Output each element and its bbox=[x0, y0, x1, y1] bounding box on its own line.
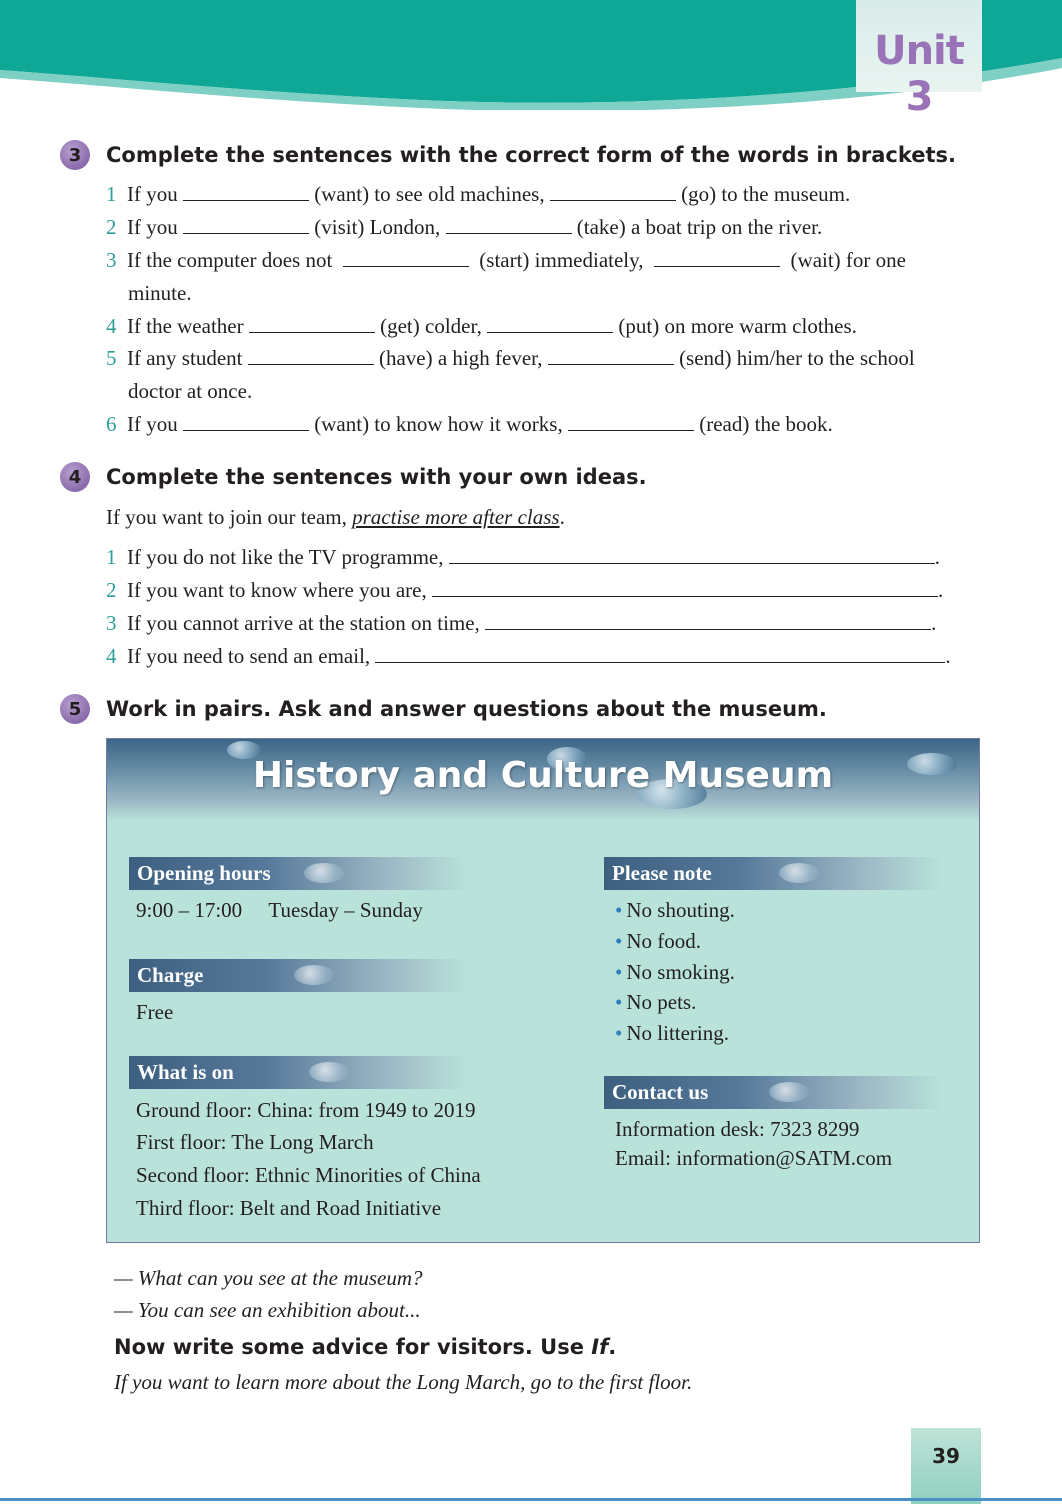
answer-blank[interactable] bbox=[183, 185, 309, 201]
rule-item: • No shouting. bbox=[615, 898, 735, 922]
answer-blank[interactable] bbox=[487, 317, 613, 333]
exercise-4-item: 3 If you cannot arrive at the station on time, . bbox=[106, 611, 937, 635]
answer-blank[interactable] bbox=[568, 415, 694, 431]
contact-us-label: Contact us bbox=[604, 1076, 944, 1109]
contact-email: Email: information@SATM.com bbox=[615, 1146, 893, 1170]
please-note-label: Please note bbox=[604, 857, 944, 890]
dialog-question: — What can you see at the museum? bbox=[114, 1266, 423, 1290]
floor-item: Third floor: Belt and Road Initiative bbox=[136, 1196, 442, 1220]
exercise-3-item: 3 If the computer does not (start) immediately, (wait) for one bbox=[106, 248, 906, 272]
advice-example: If you want to learn more about the Long March, go to the first floor. bbox=[114, 1370, 693, 1394]
page-number: 39 bbox=[932, 1444, 960, 1468]
answer-blank[interactable] bbox=[446, 218, 572, 234]
opening-hours-value: 9:00 – 17:00 Tuesday – Sunday bbox=[136, 898, 423, 922]
answer-blank[interactable] bbox=[432, 581, 938, 597]
section-5-instruction: Work in pairs. Ask and answer questions about the museum. bbox=[106, 697, 827, 721]
answer-blank[interactable] bbox=[548, 349, 674, 365]
exercise-4-item: 2 If you want to know where you are, . bbox=[106, 578, 944, 602]
answer-blank[interactable] bbox=[485, 614, 931, 630]
rule-item: • No food. bbox=[615, 929, 702, 953]
advice-instruction: Now write some advice for visitors. Use If. bbox=[114, 1335, 617, 1359]
floor-item: Ground floor: China: from 1949 to 2019 bbox=[136, 1098, 476, 1122]
section-4-instruction: Complete the sentences with your own ideas. bbox=[106, 465, 647, 489]
section-3-instruction: Complete the sentences with the correct form of the words in brackets. bbox=[106, 143, 957, 167]
exercise-3-item: 6 If you (want) to know how it works, (read) the book. bbox=[106, 412, 833, 436]
museum-poster bbox=[106, 738, 980, 1243]
answer-blank[interactable] bbox=[249, 317, 375, 333]
answer-blank[interactable] bbox=[183, 415, 309, 431]
answer-blank[interactable] bbox=[248, 349, 374, 365]
floor-item: Second floor: Ethnic Minorities of China bbox=[136, 1163, 481, 1187]
section-4-example: If you want to join our team, practise more after class. bbox=[106, 505, 565, 529]
rule-item: • No pets. bbox=[615, 990, 697, 1014]
answer-blank[interactable] bbox=[183, 218, 309, 234]
exercise-3-item: 5 If any student (have) a high fever, (send) him/her to the school bbox=[106, 346, 915, 370]
example-answer: practise more after class bbox=[352, 505, 560, 529]
section-number-badge: 3 bbox=[60, 140, 90, 170]
exercise-3-item: 2 If you (visit) London, (take) a boat trip on the river. bbox=[106, 215, 823, 239]
exercise-3-item: 4 If the weather (get) colder, (put) on more warm clothes. bbox=[106, 314, 857, 338]
charge-label: Charge bbox=[129, 959, 469, 992]
bottom-rule bbox=[0, 1498, 1062, 1501]
rule-item: • No smoking. bbox=[615, 960, 735, 984]
exercise-3-item: 1 If you (want) to see old machines, (go) to the museum. bbox=[106, 182, 851, 206]
section-4-heading bbox=[60, 462, 647, 492]
answer-blank[interactable] bbox=[343, 251, 469, 267]
rule-item: • No littering. bbox=[615, 1021, 730, 1045]
museum-header bbox=[107, 739, 979, 821]
what-is-on-label: What is on bbox=[129, 1056, 469, 1089]
dialog-answer: — You can see an exhibition about... bbox=[114, 1298, 421, 1322]
answer-blank[interactable] bbox=[449, 548, 935, 564]
answer-blank[interactable] bbox=[375, 647, 945, 663]
section-5-heading bbox=[60, 694, 827, 724]
section-3-heading bbox=[60, 140, 956, 170]
floor-item: First floor: The Long March bbox=[136, 1130, 374, 1154]
unit-label: Unit 3 bbox=[874, 28, 964, 120]
exercise-3-item-continuation: minute. bbox=[128, 281, 192, 305]
charge-value: Free bbox=[136, 1000, 174, 1024]
exercise-4-item: 1 If you do not like the TV programme, . bbox=[106, 545, 940, 569]
exercise-3-item-continuation: doctor at once. bbox=[128, 379, 253, 403]
section-number-badge: 5 bbox=[60, 694, 90, 724]
exercise-4-item: 4 If you need to send an email, . bbox=[106, 644, 951, 668]
info-desk-phone: Information desk: 7323 8299 bbox=[615, 1117, 860, 1141]
answer-blank[interactable] bbox=[550, 185, 676, 201]
answer-blank[interactable] bbox=[654, 251, 780, 267]
museum-title: History and Culture Museum bbox=[252, 755, 834, 796]
opening-hours-label: Opening hours bbox=[129, 857, 469, 890]
section-number-badge: 4 bbox=[60, 462, 90, 492]
